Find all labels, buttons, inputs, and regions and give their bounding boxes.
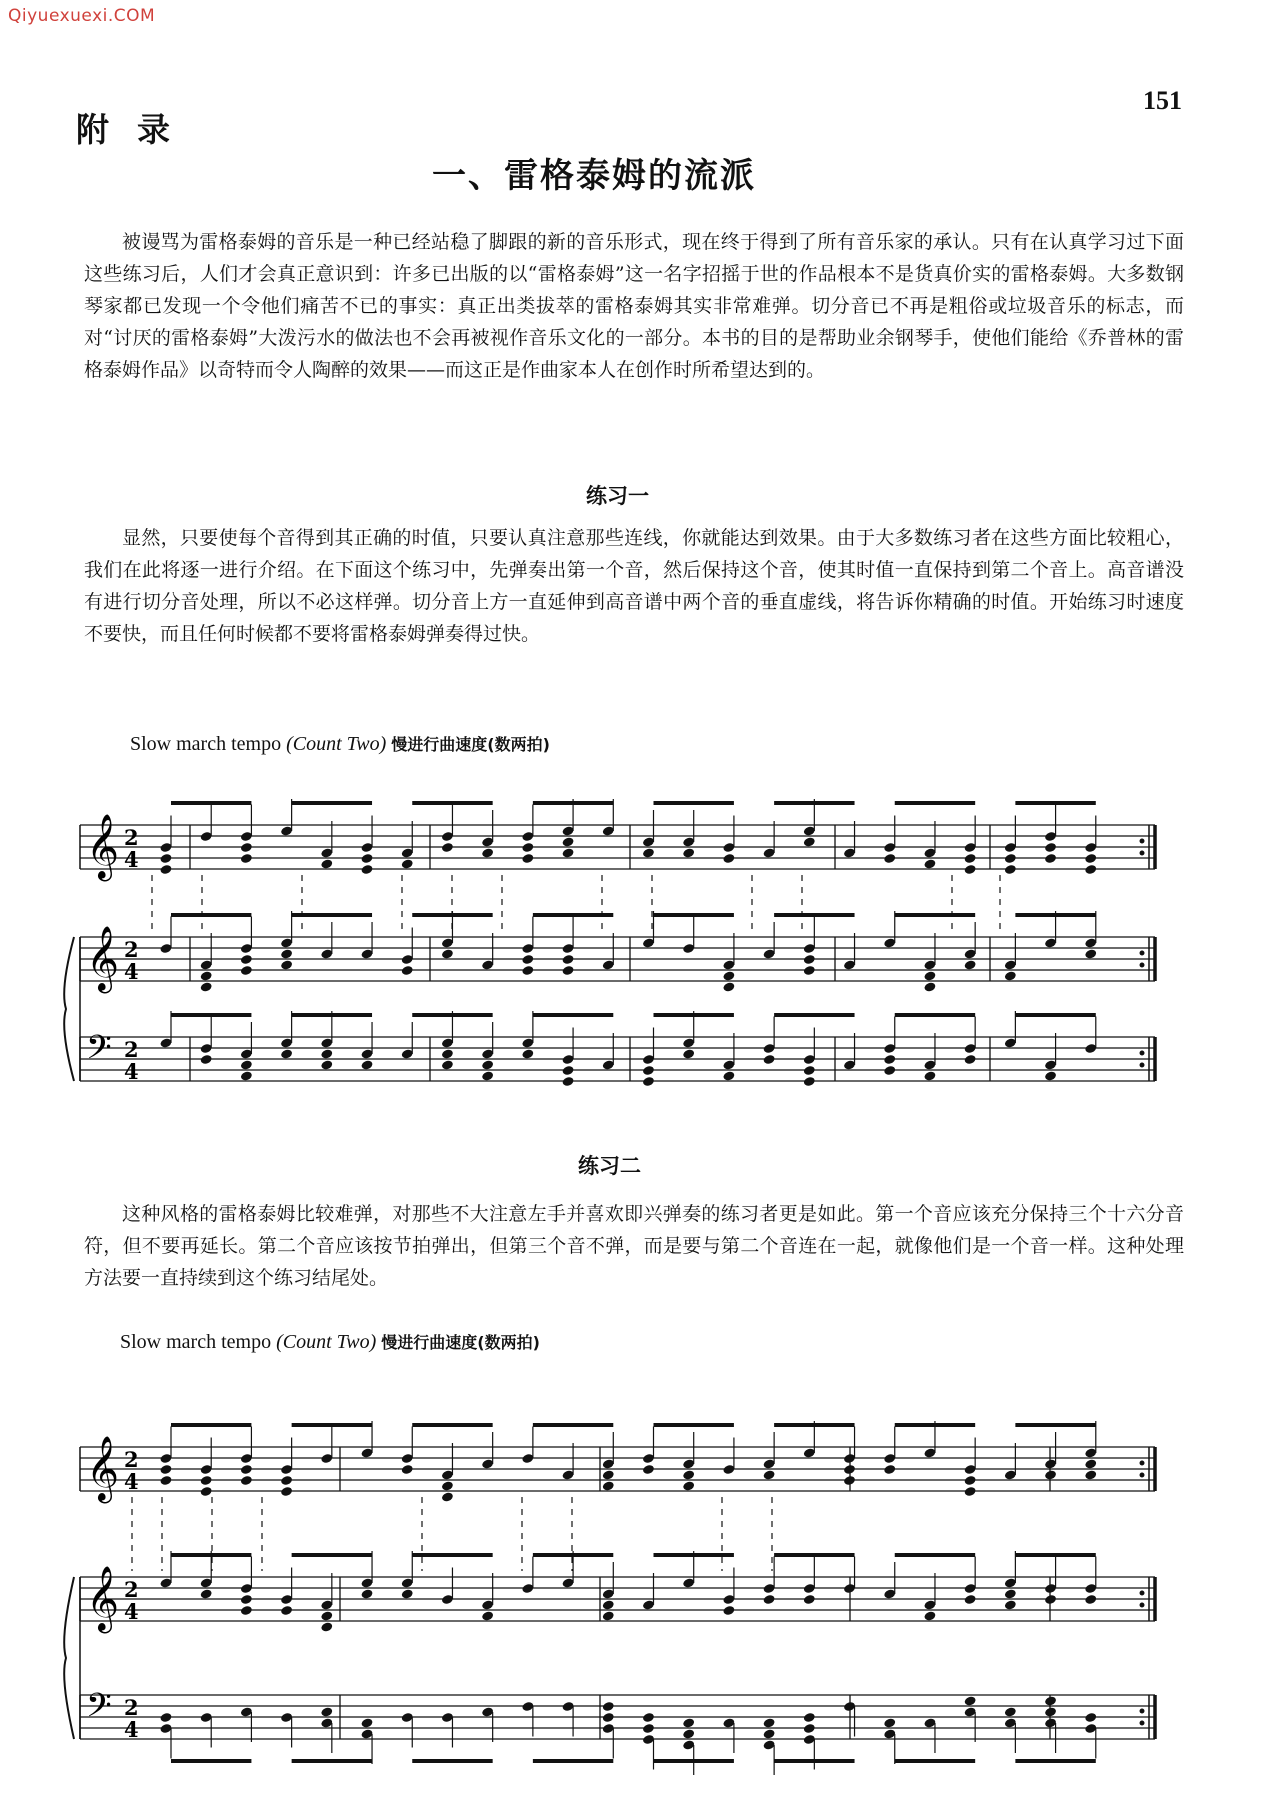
note-head [883,853,896,864]
note-head [642,1723,655,1734]
note-head [200,981,213,992]
section-title: 一、雷格泰姆的流派 [432,156,756,196]
note-head [240,1475,253,1486]
time-signature-bottom: 4 [124,1599,139,1624]
exercise2-score [60,1365,1180,1785]
note-head [1004,1706,1017,1717]
note-head [843,1475,856,1486]
note-head [361,864,374,875]
note-head [521,954,534,965]
note-head [320,1048,333,1059]
note-head [722,981,735,992]
note-head [280,1048,293,1059]
note-head [361,1059,374,1070]
note-head [562,965,575,976]
repeat-dot [1140,1721,1145,1726]
exercise2-heading: 练习二 [578,1154,641,1178]
note-head [1044,1695,1057,1706]
grand-staff-brace [64,1577,74,1739]
note-head [1084,864,1097,875]
treble-clef: 𝄞 [86,1436,120,1501]
note-head [964,1594,977,1605]
note-head [923,1610,936,1621]
repeat-dot [1140,1591,1145,1596]
note-head [803,1065,816,1076]
note-head [602,1599,615,1610]
site-watermark: Qiyuexuexi.COM [8,6,156,26]
note-head [964,959,977,970]
note-head [803,836,816,847]
note-head [361,853,374,864]
note-head [441,948,454,959]
note-head [521,965,534,976]
note-head [964,853,977,864]
note-head [1004,864,1017,875]
note-head [682,1728,695,1739]
note-head [1044,1070,1057,1081]
note-head [481,1070,494,1081]
time-signature-top: 2 [124,825,139,850]
treble-clef: 𝄞 [86,1566,120,1631]
tempo-count: (Count Two) [286,733,387,755]
time-signature-top: 2 [124,937,139,962]
time-signature-bottom: 4 [124,1059,139,1084]
note-head [1004,970,1017,981]
repeat-dot [1140,839,1145,844]
note-head [923,1070,936,1081]
note-head [159,1475,172,1486]
repeat-dot [1140,1063,1145,1068]
note-head [481,847,494,858]
note-head [1084,1469,1097,1480]
note-head [763,1717,776,1728]
repeat-dot [1140,963,1145,968]
tempo-main: Slow march tempo [120,1331,272,1353]
note-head [240,1605,253,1616]
note-head [159,1464,172,1475]
note-head [200,1054,213,1065]
note-head [240,1070,253,1081]
appendix-label: 附录 [76,110,198,149]
note-head [1004,1599,1017,1610]
time-signature-bottom: 4 [124,847,139,872]
time-signature-top: 2 [124,1577,139,1602]
note-head [883,1065,896,1076]
note-head [602,1712,615,1723]
note-head [320,1059,333,1070]
note-head [320,1621,333,1632]
note-head [320,1610,333,1621]
note-head [1084,1458,1097,1469]
note-head [240,954,253,965]
note-head [401,965,414,976]
note-head [159,1712,172,1723]
note-head [521,1048,534,1059]
note-head [763,1594,776,1605]
repeat-dot [1140,851,1145,856]
note-head [401,1588,414,1599]
note-head [1084,948,1097,959]
note-head [200,1588,213,1599]
tempo-count: (Count Two) [276,1331,377,1353]
note-head [1044,1469,1057,1480]
treble-clef: 𝄞 [86,926,120,991]
note-head [1084,1594,1097,1605]
note-head [883,1054,896,1065]
time-signature-top: 2 [124,1447,139,1472]
exercise1-tempo [130,732,550,756]
note-head [159,864,172,875]
note-head [280,1605,293,1616]
note-head [602,1701,615,1712]
note-head [200,1486,213,1497]
repeat-dot [1140,951,1145,956]
note-head [964,1486,977,1497]
repeat-dot [1140,1709,1145,1714]
tempo-cn: 慢进行曲速度(数两拍) [381,1333,540,1352]
note-head [240,1059,253,1070]
time-signature-top: 2 [124,1037,139,1062]
tempo-cn: 慢进行曲速度(数两拍) [391,735,550,754]
note-head [682,847,695,858]
note-head [240,1594,253,1605]
note-head [1044,853,1057,864]
note-head [441,1491,454,1502]
note-head [964,1475,977,1486]
note-head [722,1070,735,1081]
note-head [964,1054,977,1065]
note-head [1044,1706,1057,1717]
note-head [843,1464,856,1475]
note-head [521,853,534,864]
note-head [883,1464,896,1475]
note-head [481,1610,494,1621]
note-head [562,836,575,847]
note-head [923,970,936,981]
tempo-main: Slow march tempo [130,733,282,755]
note-head [682,1469,695,1480]
repeat-dot [1140,1051,1145,1056]
note-head [562,1065,575,1076]
note-head [159,853,172,864]
note-head [441,1480,454,1491]
note-head [280,1475,293,1486]
note-head [803,954,816,965]
repeat-dot [1140,1461,1145,1466]
note-head [361,1588,374,1599]
note-head [923,981,936,992]
note-head [722,853,735,864]
note-head [200,1475,213,1486]
note-head [280,1486,293,1497]
note-head [642,847,655,858]
note-head [481,1059,494,1070]
note-head [642,1712,655,1723]
note-head [401,1464,414,1475]
exercise1-paragraph: 显然，只要使每个音得到其正确的时值，只要认真注意那些连线，你就能达到效果。由于大多数练习者在这些方面比较粗心，我们在此将逐一进行介绍。在下面这个练习中，先弹奏出第一个音，然后保持这个音，使其时值一直保持到第二个音上。高音谱没有进行切分音处理，所以不必这样弹。切分音上方一直延伸到高音谱中两个音的垂直虚线，将告诉你精确的时值。开始练习时速度不要快，而且任何时候都不要将雷格泰姆弹奏得过快。 [84,527,1184,645]
note-head [562,954,575,965]
note-head [964,1695,977,1706]
repeat-dot [1140,1473,1145,1478]
note-head [1044,1594,1057,1605]
note-head [320,858,333,869]
note-head [361,1717,374,1728]
bass-clef: 𝄢 [86,1687,112,1733]
note-head [803,1712,816,1723]
note-head [441,1048,454,1059]
note-head [200,970,213,981]
page-number: 151 [1143,86,1182,115]
note-head [1004,853,1017,864]
note-head [682,1480,695,1491]
note-head [240,842,253,853]
note-head [240,853,253,864]
exercise1-heading: 练习一 [586,484,649,508]
note-head [1084,1712,1097,1723]
note-head [642,1076,655,1087]
intro-paragraph: 被谩骂为雷格泰姆的音乐是一种已经站稳了脚跟的新的音乐形式，现在终于得到了所有音乐家的承认。只有在认真学习过下面这些练习后，人们才会真正意识到：许多已出版的以“雷格泰姆”这一名字招摇于世的作品根本不是货真价实的雷格泰姆。大多数钢琴家都已发现一个令他们痛苦不已的事实：真正出类拔萃的雷格泰姆其实非常难弹。切分音已不再是粗俗或垃圾音乐的标志，而对“讨厌的雷格泰姆”大泼污水的做法也不会再被视作音乐文化的一部分。本书的目的是帮助业余钢琴手，使他们能给《乔普林的雷格泰姆作品》以奇特而令人陶醉的效果——而这正是作曲家本人在创作时所希望达到的。 [84,231,1184,381]
note-head [964,864,977,875]
repeat-dot [1140,1603,1145,1608]
time-signature-bottom: 4 [124,1469,139,1494]
exercise2-tempo [120,1330,540,1354]
note-head [1044,842,1057,853]
note-head [803,1594,816,1605]
note-head [602,1480,615,1491]
note-head [682,1717,695,1728]
note-head [803,1076,816,1087]
note-head [280,948,293,959]
note-head [722,1605,735,1616]
note-head [763,1728,776,1739]
note-head [280,959,293,970]
note-head [320,1706,333,1717]
bass-clef: 𝄢 [86,1029,112,1075]
note-head [240,965,253,976]
note-head [602,1469,615,1480]
note-head [642,1464,655,1475]
treble-clef: 𝄞 [86,814,120,879]
note-head [240,1464,253,1475]
time-signature-bottom: 4 [124,959,139,984]
note-head [1004,1588,1017,1599]
note-head [602,1610,615,1621]
note-head [763,1054,776,1065]
note-head [562,847,575,858]
note-head [401,858,414,869]
note-head [562,1076,575,1087]
note-head [763,1469,776,1480]
note-head [722,970,735,981]
exercise2-paragraph: 这种风格的雷格泰姆比较难弹，对那些不大注意左手并喜欢即兴弹奏的练习者更是如此。第一个音应该充分保持三个十六分音符，但不要再延长。第二个音应该按节拍弹出，但第三个音不弹，而是要与第二个音连在一起，就像他们是一个音一样。这种处理方法要一直持续到这个练习结尾处。 [84,1203,1184,1289]
note-head [923,858,936,869]
note-head [883,1717,896,1728]
note-head [441,1059,454,1070]
exercise1-score [60,765,1180,1095]
note-head [642,1065,655,1076]
note-head [682,1048,695,1059]
note-head [803,1723,816,1734]
note-head [441,842,454,853]
grand-staff-brace [64,937,74,1081]
note-head [1084,853,1097,864]
time-signature-top: 2 [124,1695,139,1720]
note-head [803,965,816,976]
time-signature-bottom: 4 [124,1717,139,1742]
note-head [521,842,534,853]
